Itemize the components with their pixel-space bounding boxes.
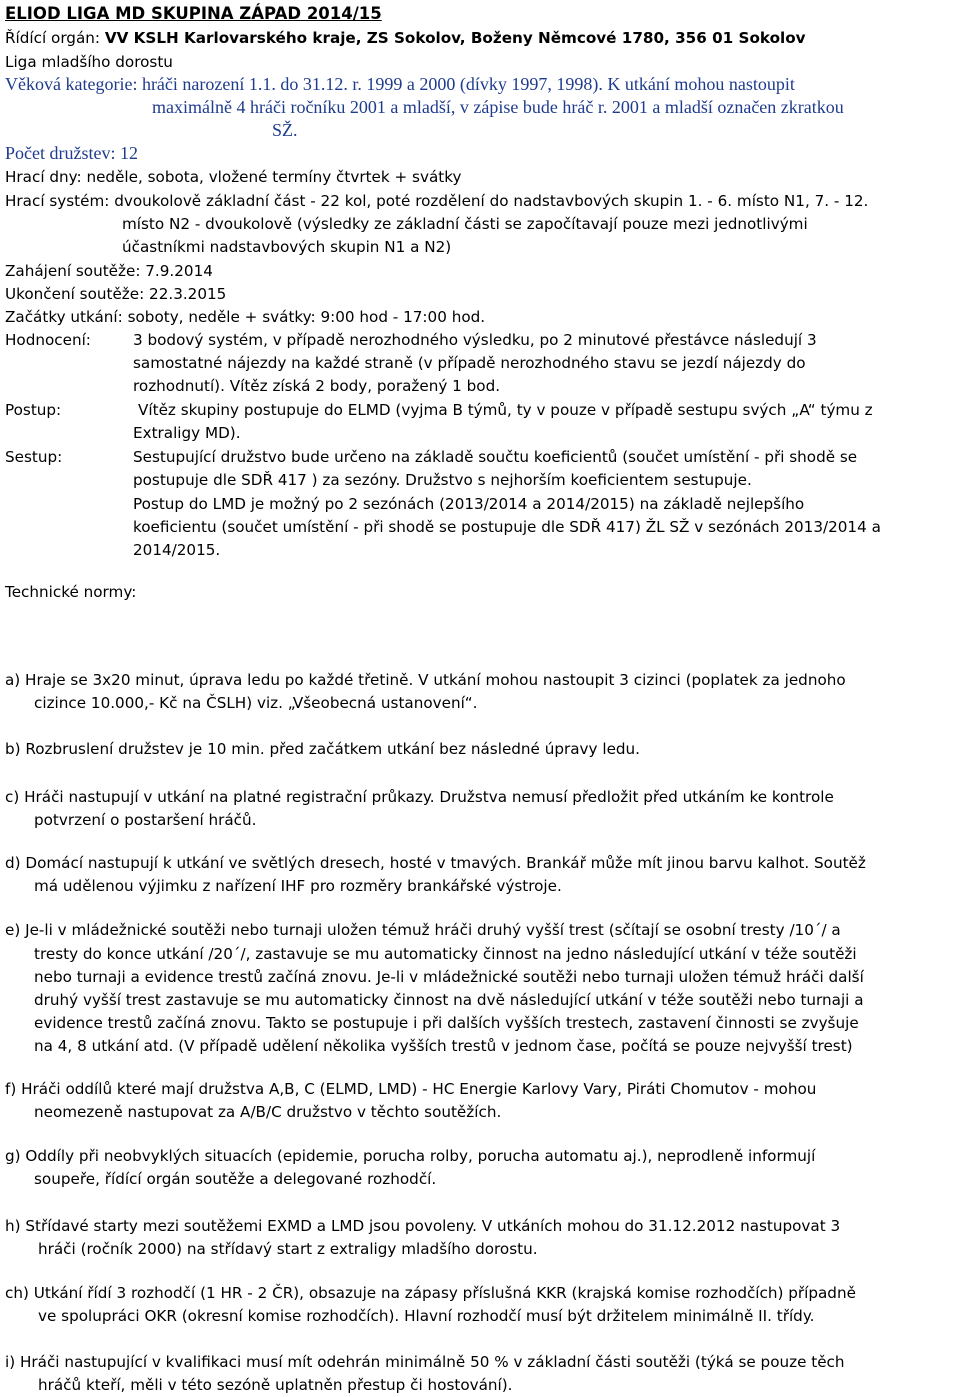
relegation-line-3: Postup do LMD je možný po 2 sezónách (2013/2014 a 2014/2015) na základě nejlepšího [133,495,805,513]
rule-f-line-1: f) Hráči oddílů které mají družstva A,B, C (ELMD, LMD) - HC Energie Karlovy Vary, Piráti Chomutov - mohou [5,1080,817,1098]
rule-h-line-2: hráči (ročník 2000) na střídavý start z extraligy mladšího dorostu. [38,1240,538,1258]
rule-b-line-1: b) Rozbruslení družstev je 10 min. před začátkem utkání bez následné úpravy ledu. [5,740,641,758]
document-title: ELIOD LIGA MD SKUPINA ZÁPAD 2014/15 [5,4,382,23]
rule-g-line-1: g) Oddíly při neobvyklých situacích (epidemie, porucha rolby, porucha automatu aj.), neprodleně informují [5,1147,816,1165]
promotion-label: Postup: [5,401,62,419]
relegation-line-4: koeficientu (součet umístění - při shodě se postupuje dle SDŘ 417) ŽL SŽ v sezónách 2013/2014 a [133,518,881,536]
competition-end: Ukončení soutěže: 22.3.2015 [5,285,227,303]
age-category-line-1: Věková kategorie: hráči narození 1.1. do 31.12. r. 1999 a 2000 (dívky 1997, 1998). K utkání mohou nastoupit [5,74,795,94]
teams-count: Počet družstev: 12 [5,143,138,163]
rule-i-line-2: hráčů kteří, měli v této sezóně uplatněn přestup či hostování). [38,1376,513,1394]
rule-f-line-2: neomezeně nastupovat za A/B/C družstvo v těchto soutěžích. [34,1103,502,1121]
rule-e-line-2: tresty do konce utkání /20´/, zastavuje se mu automaticky činnost na jedno následující utkání v téže soutěži [34,945,857,963]
play-days: Hrací dny: neděle, sobota, vložené termíny čtvrtek + svátky [5,168,462,186]
relegation-line-5: 2014/2015. [133,541,221,559]
rule-e-line-5: evidence trestů začíná znovu. Takto se postupuje i při dalších vyšších trestech, zastavení činnosti se zvyšuje [34,1014,859,1032]
play-system-line-2: místo N2 - dvoukolově (výsledky ze základní části se započítavají pouze mezi jednotlivými [122,215,808,233]
match-start-times: Začátky utkání: soboty, neděle + svátky: 9:00 hod - 17:00 hod. [5,308,486,326]
governing-body-line [5,28,806,48]
play-system-line-1: Hrací systém: dvoukolově základní část - 22 kol, poté rozdělení do nadstavbových skupin 1. - 6. místo N1, 7. - 12. [5,192,869,210]
rule-d-line-2: má udělenou výjimku z nařízení IHF pro rozměry brankářské výstroje. [34,877,562,895]
evaluation-line-2: samostatné nájezdy na každé straně (v případě nerozhodného stavu se jezdí nájezdy do [133,354,806,372]
rule-ch-line-2: ve spolupráci OKR (okresní komise rozhodčích). Hlavní rozhodčí musí být držitelem minimálně II. třídy. [38,1307,815,1325]
rule-e-line-6: na 4, 8 utkání atd. (V případě udělení několika vyšších trestů v jednom čase, počítá se pouze nejvyšší trest) [34,1037,853,1055]
play-system-line-3: účastníkmi nadstavbových skupin N1 a N2) [122,238,452,256]
rule-i-line-1: i) Hráči nastupující v kvalifikaci musí mít odehrán minimálně 50 % v základní části soutěži (týká se pouze těch [5,1353,845,1371]
age-category-line-3: SŽ. [272,120,298,140]
league-name: Liga mladšího dorostu [5,53,173,71]
rule-g-line-2: soupeře, řídící orgán soutěže a delegované rozhodčí. [34,1170,437,1188]
rule-e-line-1: e) Je-li v mládežnické soutěži nebo turnaji uložen témuž hráči druhý vyšší trest (sčítají se osobní tresty /10´/ a [5,921,841,939]
relegation-line-2: postupuje dle SDŘ 417 ) za sezóny. Družstvo s nejhorším koeficientem sestupuje. [133,471,752,489]
rule-e-line-3: nebo turnaji a evidence trestů začíná znovu. Je-li v mládežnické soutěži nebo turnaji uložen témuž hráči další [34,968,864,986]
relegation-label: Sestup: [5,448,63,466]
rule-e-line-4: druhý vyšší trest zastavuje se mu automaticky činnost na dvě následující utkání v téže soutěži nebo turnaji a [34,991,864,1009]
rule-h-line-1: h) Střídavé starty mezi soutěžemi EXMD a LMD jsou povoleny. V utkáních mohou do 31.12.2012 nastupovat 3 [5,1217,841,1235]
evaluation-line-3: rozhodnutí). Vítěz získá 2 body, poražený 1 bod. [133,377,501,395]
governing-body-value: VV KSLH Karlovarského kraje, ZS Sokolov, Boženy Němcové 1780, 356 01 Sokolov [104,29,806,47]
age-category-line-2: maximálně 4 hráči ročníku 2001 a mladší, v zápise bude hráč r. 2001 a mladší označen zkratkou [152,97,844,117]
competition-start: Zahájení soutěže: 7.9.2014 [5,262,213,280]
rule-ch-line-1: ch) Utkání řídí 3 rozhodčí (1 HR - 2 ČR), obsazuje na zápasy příslušná KKR (krajská komise rozhodčích) případně [5,1284,856,1302]
rule-c-line-1: c) Hráči nastupují v utkání na platné registrační průkazy. Družstva nemusí předložit před utkáním ke kontrole [5,788,834,806]
relegation-line-1: Sestupující družstvo bude určeno na základě součtu koeficientů (součet umístění - při shodě se [133,448,858,466]
rule-a-line-1: a) Hraje se 3x20 minut, úprava ledu po každé třetině. V utkání mohou nastoupit 3 cizinci (poplatek za jednoho [5,671,846,689]
technical-norms-label: Technické normy: [5,583,137,601]
evaluation-label: Hodnocení: [5,331,91,349]
rule-a-line-2: cizince 10.000,- Kč na ČSLH) viz. „Všeobecná ustanovení“. [34,694,478,712]
rule-c-line-2: potvrzení o postaršení hráčů. [34,811,257,829]
promotion-line-2: Extraligy MD). [133,424,241,442]
governing-body-label: Řídící orgán: [5,29,105,47]
rule-d-line-1: d) Domácí nastupují k utkání ve světlých dresech, hosté v tmavých. Brankář může mít jinou barvu kalhot. Soutěž [5,854,866,872]
evaluation-line-1: 3 bodový systém, v případě nerozhodného výsledku, po 2 minutové přestávce následují 3 [133,331,817,349]
promotion-line-1: Vítěz skupiny postupuje do ELMD (vyjma B týmů, ty v pouze v případě sestupu svých „A“ týmu z [138,401,873,419]
